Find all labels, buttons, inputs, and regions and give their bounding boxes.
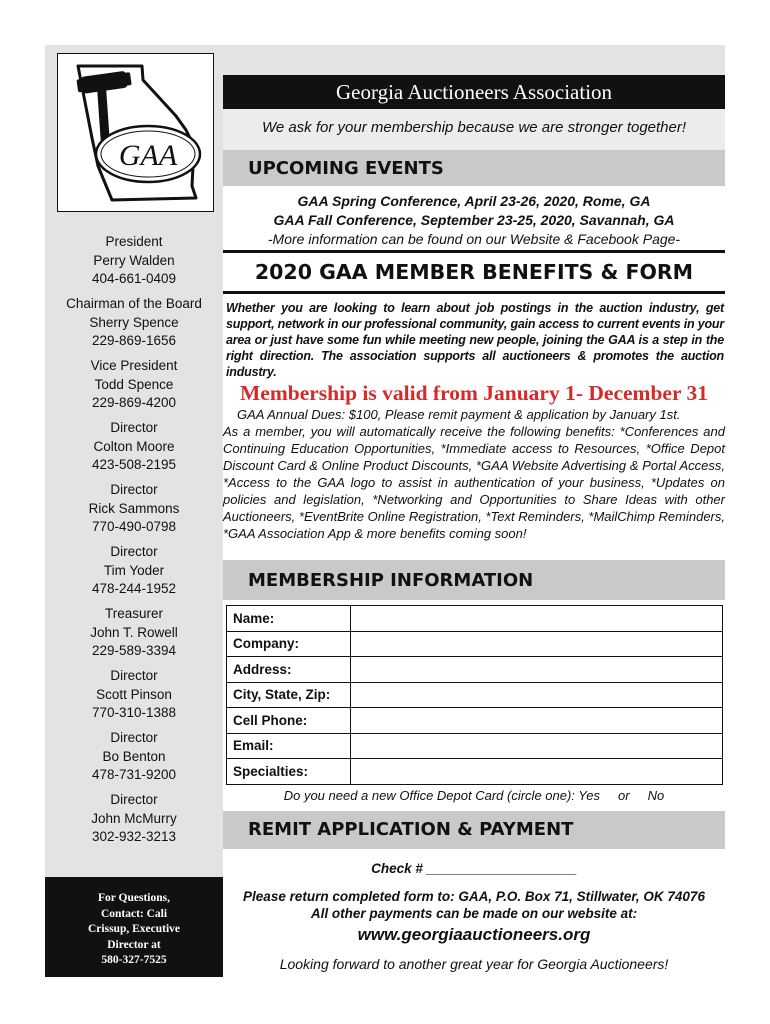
questions-line: Crissup, Executive — [88, 923, 180, 935]
officer-name: Sherry Spence — [89, 314, 179, 330]
membership-info-bar — [223, 560, 725, 600]
officer-entry — [45, 543, 223, 599]
email-field[interactable] — [351, 733, 723, 759]
questions-line: Director at — [107, 938, 161, 951]
membership-valid-notice: Membership is valid from January 1- December 31 — [240, 381, 708, 405]
officer-role: Treasurer — [104, 606, 163, 621]
officer-name: Bo Benton — [102, 748, 166, 764]
officer-name: Scott Pinson — [96, 686, 172, 702]
benefits-intro: Whether you are looking to learn about job postings in the auction industry, get support, network in our professional community, gain access to current events in your area or just have some fun while meeting new people, joining the GAA is a step in the right direction. The association supports all auctioneers & promotes the auction industry. — [226, 301, 724, 379]
officer-entry — [45, 791, 223, 847]
city-state-zip-field[interactable] — [351, 682, 723, 708]
officer-role: Director — [110, 482, 158, 497]
check-number-line: Check # ____________________ — [371, 861, 577, 876]
benefits-details — [223, 406, 725, 542]
return-instructions — [223, 888, 725, 922]
officer-name: Todd Spence — [94, 376, 174, 392]
sidebar — [45, 45, 223, 977]
officer-phone: 229-589-3394 — [91, 643, 177, 658]
event-item: GAA Fall Conference, September 23-25, 2020, Savannah, GA — [273, 212, 675, 228]
events-more-info: -More information can be found on our Website & Facebook Page- — [267, 231, 681, 247]
company-field[interactable] — [351, 631, 723, 657]
officer-role: Chairman of the Board — [66, 296, 202, 311]
officer-entry — [45, 729, 223, 785]
closing-line: Looking forward to another great year for Georgia Auctioneers! — [279, 956, 669, 972]
officer-entry — [45, 357, 223, 413]
georgia-map-gavel-icon — [58, 54, 213, 211]
officer-role: Director — [110, 668, 158, 683]
officer-name: Tim Yoder — [103, 562, 165, 578]
officer-phone: 404-661-0409 — [91, 271, 177, 286]
tagline: We ask for your membership because we are stronger together! — [223, 109, 725, 150]
field-label: Address: — [227, 657, 351, 683]
officer-entry — [45, 667, 223, 723]
officer-phone: 770-310-1388 — [91, 705, 177, 720]
benefits-heading: 2020 GAA MEMBER BENEFITS & FORM — [223, 250, 725, 294]
officer-role: Director — [110, 420, 158, 435]
form-row — [227, 708, 723, 734]
officer-role: Director — [110, 730, 158, 745]
officer-phone: 478-244-1952 — [91, 581, 177, 596]
officer-name: Perry Walden — [93, 252, 175, 268]
office-depot-question: Do you need a new Office Depot Card (circle one): Yes or No — [283, 788, 665, 803]
questions-line: Contact: Cali — [100, 907, 168, 920]
membership-form — [226, 605, 723, 785]
questions-contact-box — [45, 877, 223, 977]
officer-name: Colton Moore — [93, 438, 175, 454]
top-strip — [223, 45, 725, 75]
form-row — [227, 606, 723, 632]
benefits-list: As a member, you will automatically receive the following benefits: *Conferences and Continuing Education Opportunities, *Immediate access to Resources, *Office Depot Discount Card & Online Product Discounts, *GAA Website Advertising & Portal Access, *Access to the GAA logo to assist in authentication of your business, *Updates on policies and legislation, *Networking and Opportunities to Share Ideas with other Auctioneers, *EventBrite Online Registration, *Text Reminders, *MailChimp Reminders, *GAA Association App & more benefits coming soon! — [223, 424, 725, 541]
specialties-field[interactable] — [351, 759, 723, 785]
return-address: Please return completed form to: GAA, P.O. Box 71, Stillwater, OK 74076 — [243, 889, 705, 904]
remit-bar — [223, 811, 725, 849]
form-row — [227, 657, 723, 683]
form-row — [227, 631, 723, 657]
event-item: GAA Spring Conference, April 23-26, 2020, Rome, GA — [297, 193, 651, 209]
officer-phone: 423-508-2195 — [91, 457, 177, 472]
field-label: Specialties: — [227, 759, 351, 785]
remit-heading: REMIT APPLICATION & PAYMENT — [248, 819, 574, 840]
address-field[interactable] — [351, 657, 723, 683]
form-row — [227, 733, 723, 759]
officer-entry — [45, 233, 223, 289]
officer-role: Vice President — [90, 358, 178, 373]
name-field[interactable] — [351, 606, 723, 632]
officer-phone: 302-932-3213 — [91, 829, 177, 844]
officer-entry — [45, 605, 223, 661]
association-title: Georgia Auctioneers Association — [223, 75, 725, 109]
field-label: Email: — [227, 733, 351, 759]
events-list — [223, 192, 725, 249]
annual-dues: GAA Annual Dues: $100, Please remit payment & application by January 1st. — [237, 407, 681, 422]
officer-entry — [45, 419, 223, 475]
officer-entry — [45, 481, 223, 537]
online-payment-note: All other payments can be made on our website at: — [310, 906, 638, 921]
website-link[interactable]: www.georgiaauctioneers.org — [357, 925, 591, 944]
cell-phone-field[interactable] — [351, 708, 723, 734]
officer-phone: 229-869-1656 — [91, 333, 177, 348]
upcoming-events-heading: UPCOMING EVENTS — [248, 158, 444, 179]
questions-line: 580-327-7525 — [101, 954, 167, 966]
officer-list — [45, 233, 223, 847]
officer-role: Director — [110, 792, 158, 807]
membership-info-heading: MEMBERSHIP INFORMATION — [248, 570, 534, 591]
gaa-logo — [57, 53, 214, 212]
svg-text:GAA: GAA — [118, 139, 178, 172]
officer-name: Rick Sammons — [88, 500, 180, 516]
officer-role: Director — [110, 544, 158, 559]
form-row — [227, 759, 723, 785]
officer-name: John T. Rowell — [90, 624, 178, 640]
field-label: City, State, Zip: — [227, 682, 351, 708]
officer-phone: 478-731-9200 — [91, 767, 177, 782]
questions-line: For Questions, — [98, 892, 170, 904]
officer-name: John McMurry — [91, 810, 177, 826]
form-row — [227, 682, 723, 708]
upcoming-events-bar — [223, 150, 725, 186]
officer-phone: 229-869-4200 — [91, 395, 177, 410]
officer-phone: 770-490-0798 — [91, 519, 177, 534]
officer-role: President — [105, 234, 163, 249]
officer-entry — [45, 295, 223, 351]
field-label: Company: — [227, 631, 351, 657]
field-label: Cell Phone: — [227, 708, 351, 734]
field-label: Name: — [227, 606, 351, 632]
